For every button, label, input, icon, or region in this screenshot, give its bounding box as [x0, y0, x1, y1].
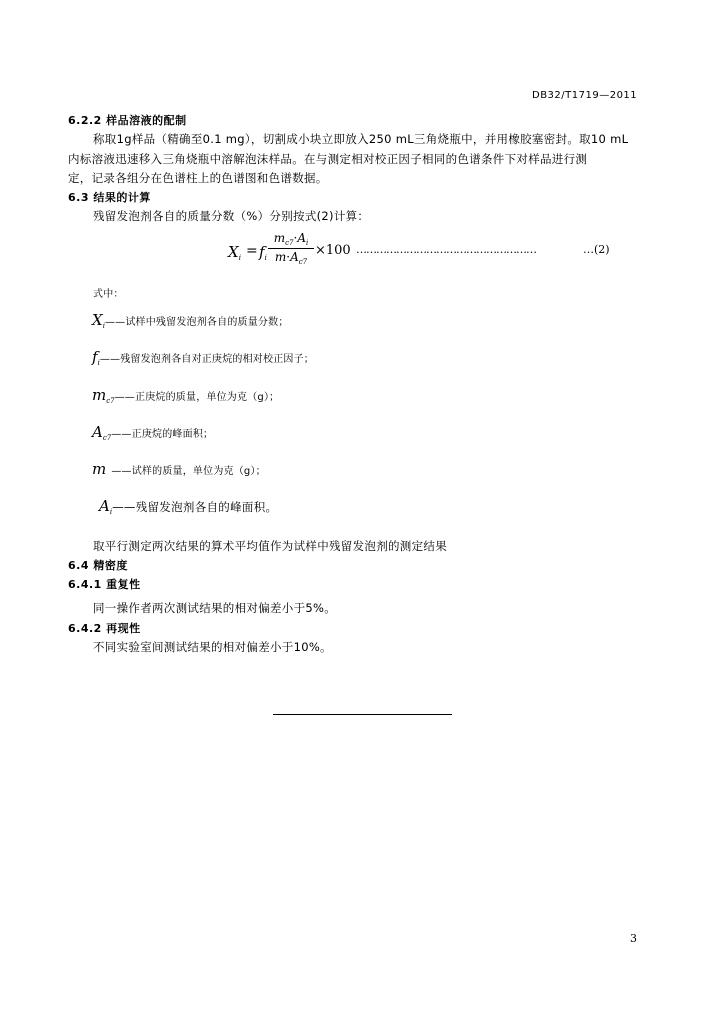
- formula-denominator: [268, 250, 314, 266]
- conclusion: 取平行测定两次结果的算术平均值作为试样中残留发泡剂的测定结果: [93, 539, 447, 553]
- end-rule: [273, 714, 452, 715]
- formula-number: …(2): [583, 243, 610, 256]
- var-description: ——试样的质量，单位为克（g）；: [111, 466, 266, 477]
- formula-lhs: [228, 243, 241, 262]
- fraction-bar: [268, 248, 314, 249]
- var-description: ——正庚烷的峰面积；: [111, 429, 214, 440]
- formula-intro: 残留发泡剂各自的质量分数（%）分别按式(2)计算：: [93, 209, 370, 223]
- formula-dots: ………………………………………………: [356, 243, 536, 256]
- formula-lhs-sub: i: [238, 254, 241, 262]
- num-dot: ·: [293, 231, 298, 245]
- num-m-sub: c7: [285, 239, 294, 247]
- den-a-sub: c7: [298, 258, 308, 266]
- num-a-sub: i: [306, 239, 309, 247]
- var-f-i: [92, 347, 314, 367]
- formula-factor-var: f: [259, 243, 265, 261]
- den-a: A: [290, 250, 299, 264]
- var-symbol: m: [92, 386, 107, 404]
- paragraph-line-3: 定，记录各组分在色谱柱上的色谱图和色谱数据。: [68, 171, 328, 185]
- var-description: ——残留发泡剂各自对正庚烷的相对校正因子；: [99, 354, 315, 365]
- var-subscript: c7: [102, 434, 112, 442]
- formula-factor: [259, 243, 267, 262]
- heading-6-4-2: 6.4.2 再现性: [68, 622, 141, 635]
- var-subscript: i: [97, 359, 100, 367]
- var-subscript: i: [102, 322, 105, 330]
- doc-code: DB32/T1719—2011: [532, 90, 638, 101]
- heading-6-4-1: 6.4.1 重复性: [68, 578, 141, 591]
- var-symbol: m: [92, 460, 107, 478]
- var-x-i: [92, 310, 289, 330]
- formula-equals: =: [246, 243, 258, 259]
- paragraph-line-2: 内标溶液迅速移入三角烧瓶中溶解泡沫样品。在与测定相对校正因子相同的色谱条件下对样品进行测: [68, 152, 588, 166]
- heading-6-4: 6.4 精密度: [68, 559, 128, 572]
- page-number: 3: [630, 932, 637, 945]
- num-a: A: [297, 231, 306, 245]
- formula-fraction: [268, 231, 314, 266]
- where-label: 式中：: [93, 289, 124, 300]
- var-symbol: X: [92, 311, 103, 329]
- var-symbol: f: [92, 348, 98, 366]
- repeatability-text: 同一操作者两次测试结果的相对偏差小于5%。: [93, 601, 337, 615]
- heading-6-2-2: 6.2.2 样品溶液的配制: [68, 114, 187, 127]
- var-m-c7: [92, 385, 279, 405]
- formula-times: ×100: [315, 243, 351, 258]
- var-m: [92, 459, 266, 478]
- var-description: ——试样中残留发泡剂各自的质量分数；: [104, 317, 289, 328]
- var-description: ——残留发泡剂各自的峰面积。: [112, 500, 278, 514]
- den-m: m: [274, 250, 287, 264]
- paragraph-line-1: 称取1g样品（精确至0.1 mg），切割成小块立即放入250 mL三角烧瓶中，并用橡胶塞密封。取10 mL: [93, 132, 629, 146]
- var-a-c7: [92, 422, 213, 442]
- var-subscript: c7: [106, 397, 115, 405]
- var-symbol: A: [99, 497, 110, 515]
- den-dot: ·: [286, 250, 291, 264]
- reproducibility-text: 不同实验室间测试结果的相对偏差小于10%。: [93, 640, 332, 654]
- formula-factor-sub: i: [264, 254, 267, 262]
- var-symbol: A: [92, 423, 103, 441]
- heading-6-3: 6.3 结果的计算: [68, 191, 151, 204]
- var-subscript: i: [109, 508, 113, 516]
- num-m: m: [273, 231, 286, 245]
- var-a-i: [99, 496, 277, 516]
- formula-numerator: [268, 231, 314, 247]
- formula-lhs-var: X: [228, 243, 239, 261]
- var-description: ——正庚烷的质量，单位为克（g）；: [114, 392, 280, 403]
